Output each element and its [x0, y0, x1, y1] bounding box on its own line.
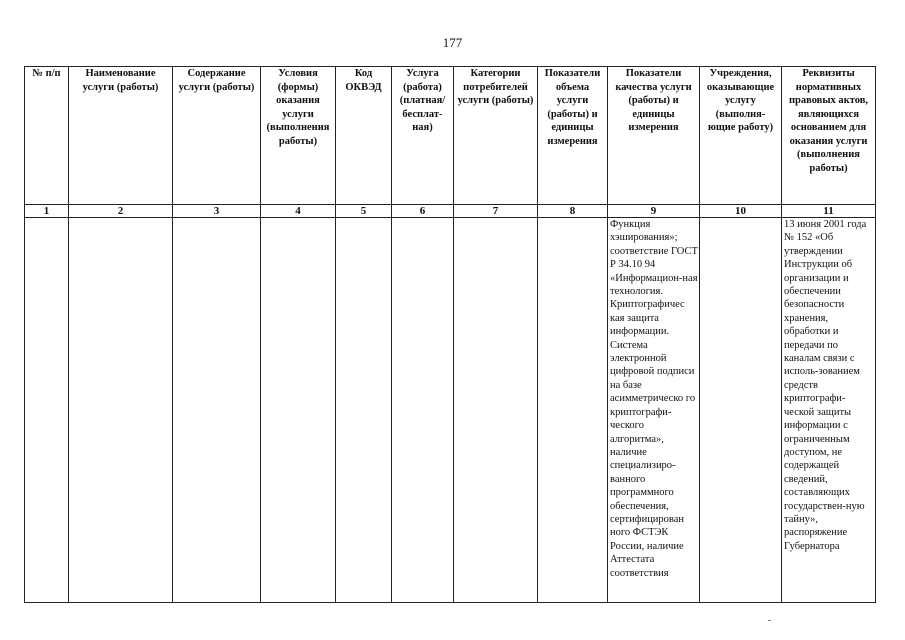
- header-cell-number: № п/п: [25, 67, 69, 205]
- table-cell-okved-code: [336, 218, 392, 603]
- table-cell-number: [25, 218, 69, 603]
- table-cell-conditions: [261, 218, 336, 603]
- header-cell-volume-indicators: Показатели объема услуги (работы) и единицы измерения: [538, 67, 608, 205]
- column-number: 7: [454, 205, 538, 218]
- quality-indicators-text: Функция хэширования»; соответствие ГОСТ Р 34.10 94 «Информацион-ная технология. Криптографичес кая защита информации. Система электронной цифровой подписи на базе асимметрическо го криптографи-ческого алгоритма», наличие специализиро-ванного программного обеспечения, сертифицирован ного ФСТЭК России, наличие Аттестата соответствия: [610, 219, 698, 579]
- scan-dot: [768, 620, 771, 621]
- column-number: 4: [261, 205, 336, 218]
- legal-acts-text: 13 июня 2001 года № 152 «Об утверждении Инструкции об организации и обеспечении безопасности хранения, обработки и передачи по каналам связи с исполь-зованием средств криптографи-ческой защиты информации с ограниченным доступом, не содержащей сведений, составляющих государствен-ную тайну», распоряжение Губернатора: [784, 219, 867, 552]
- header-cell-service-content: Содержание услуги (работы): [173, 67, 261, 205]
- header-cell-okved-code: Код ОКВЭД: [336, 67, 392, 205]
- column-number: 10: [700, 205, 782, 218]
- header-cell-institutions: Учреждения, оказывающие услугу (выполня-ющие работу): [700, 67, 782, 205]
- services-table: [24, 66, 876, 603]
- table-cell-paid-free: [392, 218, 454, 603]
- column-number-row: [25, 205, 876, 218]
- column-number: 5: [336, 205, 392, 218]
- table-row: [25, 218, 876, 603]
- table-cell-legal-acts: [782, 218, 876, 603]
- table-cell-volume-indicators: [538, 218, 608, 603]
- table-cell-service-name: [69, 218, 173, 603]
- table-cell-service-content: [173, 218, 261, 603]
- column-number: 6: [392, 205, 454, 218]
- column-number: 3: [173, 205, 261, 218]
- header-cell-legal-acts: Реквизиты нормативных правовых актов, являющихся основанием для оказания услуги (выполнения работы): [782, 67, 876, 205]
- column-number: 8: [538, 205, 608, 218]
- column-number: 9: [608, 205, 700, 218]
- header-cell-quality-indicators: Показатели качества услуги (работы) и единицы измерения: [608, 67, 700, 205]
- header-cell-conditions: Условия (формы) оказания услуги (выполнения работы): [261, 67, 336, 205]
- table-header-row: [25, 67, 876, 205]
- table-cell-institutions: [700, 218, 782, 603]
- column-number: 1: [25, 205, 69, 218]
- header-cell-paid-free: Услуга (работа) (платная/ бесплат-ная): [392, 67, 454, 205]
- column-number: 11: [782, 205, 876, 218]
- header-cell-service-name: Наименование услуги (работы): [69, 67, 173, 205]
- column-number: 2: [69, 205, 173, 218]
- table-cell-quality-indicators: [608, 218, 700, 603]
- table-cell-consumer-categories: [454, 218, 538, 603]
- page-number: 177: [442, 35, 463, 50]
- header-cell-consumer-categories: Категории потребителей услуги (работы): [454, 67, 538, 205]
